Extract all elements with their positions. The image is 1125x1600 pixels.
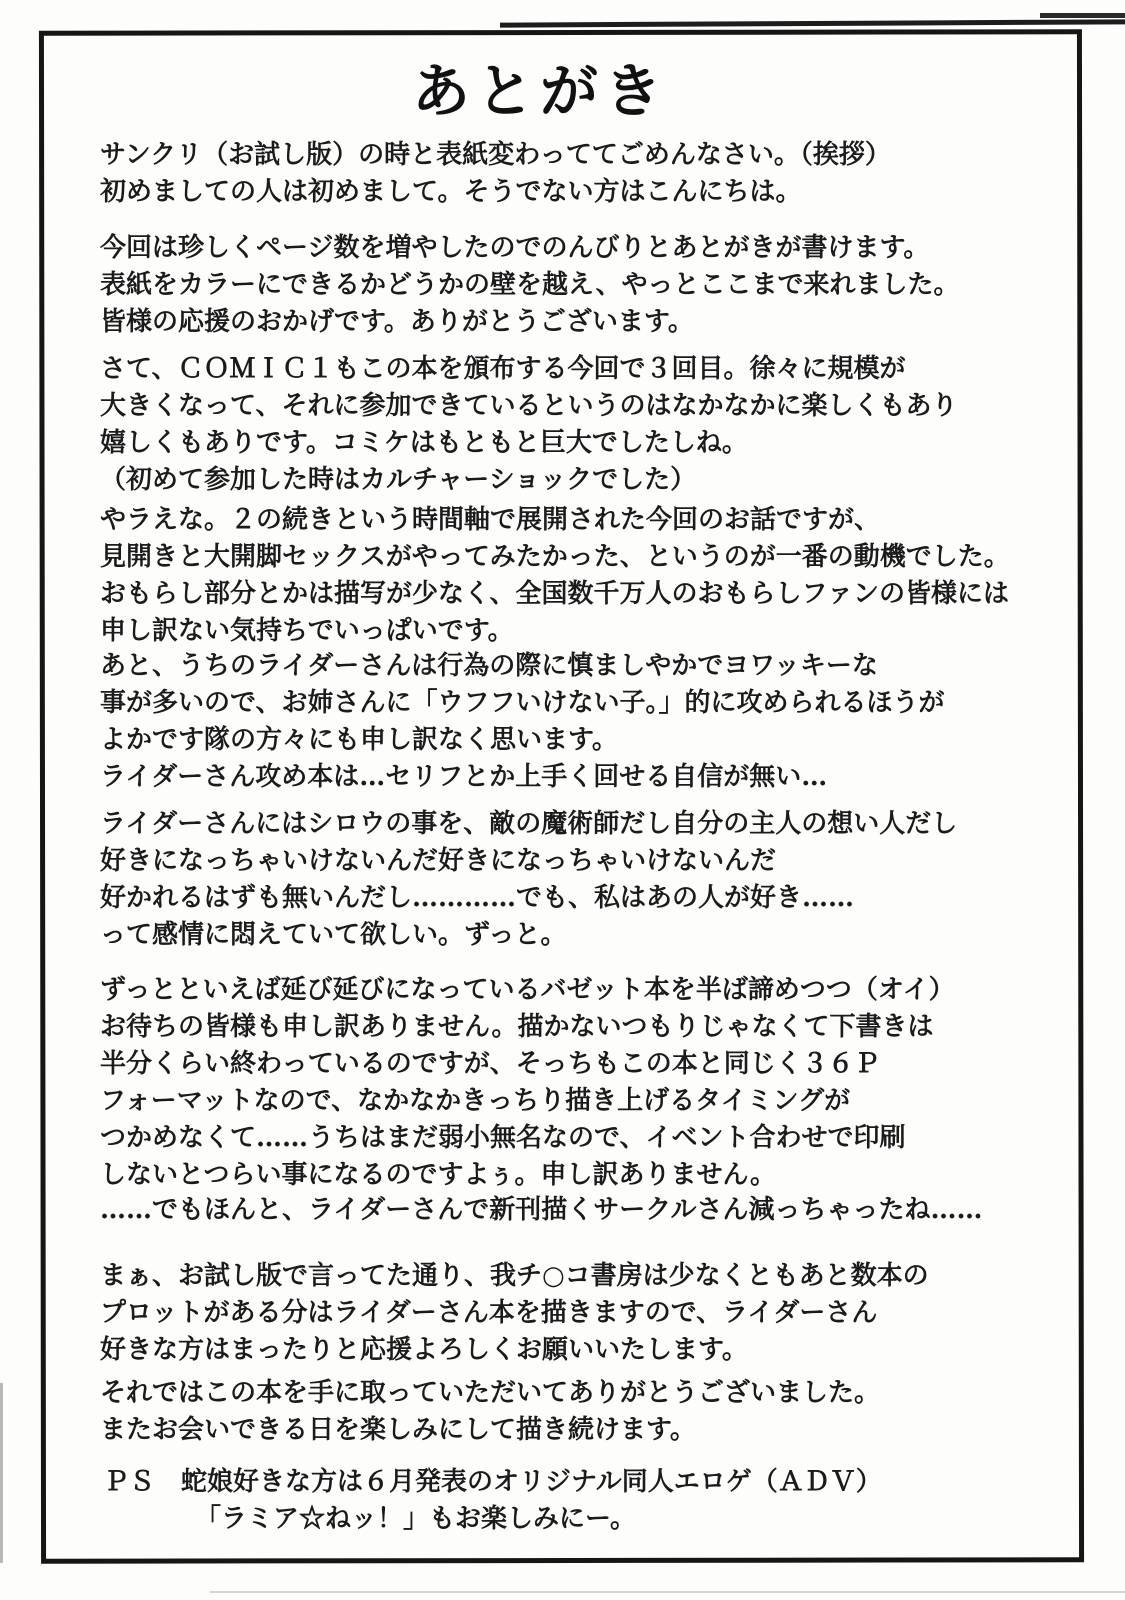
text-line: 皆様の応援のおかげです。ありがとうございます。	[100, 307, 694, 337]
text-line: やラえな。２の続きという時間軸で展開された今回のお話ですが、	[100, 505, 881, 535]
text-line: つかめなくて……うちはまだ弱小無名なので、イベント合わせで印刷	[100, 1123, 906, 1153]
para-circles-note	[100, 1192, 1080, 1229]
text-line: さて、ＣＯＭＩＣ１もこの本を頒布する今回で３回目。徐々に規模が	[100, 354, 906, 384]
text-line: サンクリ（お試し版）の時と表紙変わっててごめんなさい。（挨拶）	[100, 140, 891, 170]
para-ps-note	[103, 1464, 1083, 1538]
para-thanks	[100, 1375, 1080, 1449]
text-line: 表紙をカラーにできるかどうかの壁を越え、やっとここまで来れました。	[100, 270, 960, 300]
text-line: 好きな方はまったりと応援よろしくお願いいたします。	[100, 1335, 748, 1365]
text-line: 初めましての人は初めまして。そうでない方はこんにちは。	[100, 177, 802, 207]
text-line: ずっとといえば延び延びになっているバゼット本を半ば諦めつつ（オイ）	[100, 975, 955, 1005]
text-line: 「ラミア☆ねッ！」もお楽しみにー。	[195, 1504, 636, 1534]
para-rider-feelings	[100, 806, 1080, 954]
scan-edge-artifact-top-right	[1040, 13, 1125, 18]
para-greeting	[100, 137, 1080, 211]
para-bazett-book	[100, 972, 1080, 1194]
text-line: ……でもほんと、ライダーさんで新刊描くサークルさん減っちゃったね……	[100, 1195, 983, 1225]
scan-edge-artifact-top	[500, 19, 1125, 27]
text-line: ＰＳ 蛇娘好きな方は６月発表のオリジナル同人エロゲ（ＡＤＶ）	[103, 1467, 882, 1497]
text-line: （初めて参加した時はカルチャーショックでした）	[100, 465, 697, 495]
text-line: またお会いできる日を楽しみにして描き続けます。	[100, 1415, 696, 1445]
text-line: しないとつらい事になるのですよぅ。申し訳ありません。	[100, 1160, 777, 1190]
text-line: おもらし部分とかは描写が少なく、全国数千万人のおもらしファンの皆様には	[100, 579, 1009, 609]
para-future-plans	[100, 1258, 1080, 1369]
text-line: 嬉しくもありです。コミケはもともと巨大でしたしね。	[100, 428, 748, 458]
page-title: あとがき	[411, 57, 668, 125]
text-line: 申し訳ない気持ちでいっぱいです。	[100, 616, 514, 646]
text-line: 好きになっちゃいけないんだ好きになっちゃいけないんだ	[100, 846, 777, 876]
para-rider-character	[100, 648, 1080, 796]
text-line: よかです隊の方々にも申し訳なく思います。	[100, 725, 618, 755]
text-line: あと、うちのライダーさんは行為の際に慎ましやかでヨワッキーな	[100, 651, 878, 681]
text-line: プロットがある分はライダーさん本を描きますので、ライダーさん	[100, 1298, 878, 1328]
text-line: まぁ、お試し版で言ってた通り、我チ○コ書房は少なくともあと数本の	[100, 1261, 929, 1291]
text-line: お待ちの皆様も申し訳ありません。描かないつもりじゃなくて下書きは	[100, 1012, 934, 1042]
text-line: フォーマットなので、なかなかきっちり描き上げるタイミングが	[100, 1086, 851, 1116]
para-story-motive	[100, 502, 1080, 650]
scan-edge-artifact-left	[0, 1383, 3, 1563]
para-page-count	[100, 230, 1080, 341]
text-line: 見開きと大開脚セックスがやってみたかった、というのが一番の動機でした。	[100, 542, 1010, 572]
text-line: 好かれるはずも無いんだし…………でも、私はあの人が好き……	[100, 883, 855, 913]
text-line: 大きくなって、それに参加できているというのはなかなかに楽しくもあり	[100, 391, 958, 421]
text-line: 今回は珍しくページ数を増やしたのでのんびりとあとがきが書けます。	[100, 233, 930, 263]
text-line: 半分くらい終わっているのですが、そっちもこの本と同じく３６Ｐ	[100, 1049, 880, 1079]
text-line: 事が多いので、お姉さんに「ウフフいけない子。」的に攻められるほうが	[100, 688, 945, 718]
scan-edge-artifact-bottom	[210, 1591, 1125, 1593]
text-line: ライダーさんにはシロウの事を、敵の魔術師だし自分の主人の想い人だし	[100, 809, 958, 839]
text-line: ライダーさん攻め本は…セリフとか上手く回せる自信が無い…	[100, 762, 828, 792]
text-line: それではこの本を手に取っていただいてありがとうございました。	[100, 1378, 881, 1408]
para-comic1-event	[100, 351, 1080, 499]
text-line: って感情に悶えていて欲しい。ずっと。	[100, 920, 567, 950]
